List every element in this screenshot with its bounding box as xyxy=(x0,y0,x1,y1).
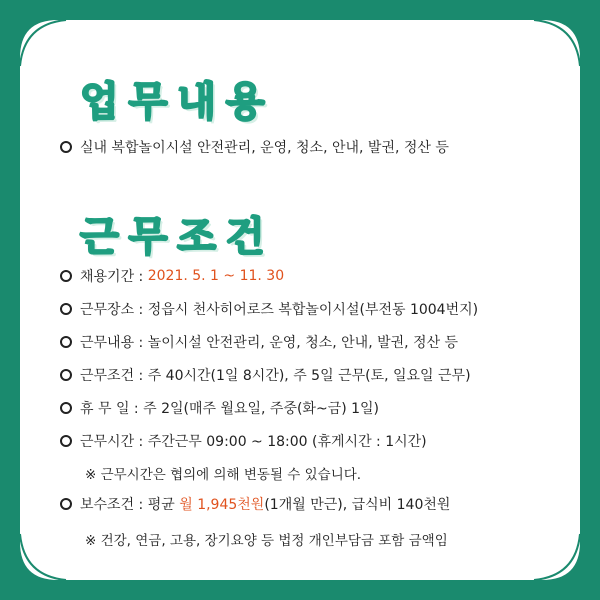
circle-bullet-icon xyxy=(60,369,72,381)
duties-text: 실내 복합놀이시설 안전관리, 운영, 청소, 안내, 발권, 정산 등 xyxy=(80,140,449,156)
circle-bullet-icon xyxy=(60,402,72,414)
period-label: 채용기간 : xyxy=(80,269,144,285)
work-duties-text: 근무내용 : 놀이시설 안전관리, 운영, 청소, 안내, 발권, 정산 등 xyxy=(80,335,459,351)
corner-ornament xyxy=(520,520,580,580)
circle-bullet-icon xyxy=(60,435,72,447)
notice-card xyxy=(20,20,580,580)
list-item xyxy=(60,431,427,451)
list-item xyxy=(60,266,284,286)
work-conditions-text: 근무조건 : 주 40시간(1일 8시간), 주 5일 근무(토, 일요일 근무) xyxy=(80,368,471,384)
list-item xyxy=(60,299,478,319)
holiday-text: 휴 무 일 : 주 2일(매주 월요일, 주중(화~금) 1일) xyxy=(80,401,380,417)
corner-ornament xyxy=(520,20,580,80)
pay-note: ※ 건강, 연금, 고용, 장기요양 등 법정 개인부담금 포함 금액임 xyxy=(85,533,448,549)
corner-ornament xyxy=(20,20,80,80)
pay-rest: (1개월 만근), 급식비 140천원 xyxy=(264,497,451,513)
section-title-conditions: 근무조건 xyxy=(80,214,275,260)
list-item xyxy=(60,137,449,157)
list-item xyxy=(60,398,379,418)
hours-text: 근무시간 : 주간근무 09:00 ~ 18:00 (휴게시간 : 1시간) xyxy=(80,434,427,450)
circle-bullet-icon xyxy=(60,141,72,153)
period-value: 2021. 5. 1 ~ 11. 30 xyxy=(147,268,285,284)
list-item xyxy=(60,494,450,514)
place-text: 근무장소 : 정읍시 천사히어로즈 복합놀이시설(부전동 1004번지) xyxy=(80,302,479,318)
circle-bullet-icon xyxy=(60,303,72,315)
section-title-duties: 업무내용 xyxy=(80,79,275,125)
circle-bullet-icon xyxy=(60,270,72,282)
list-item xyxy=(60,332,458,352)
corner-ornament xyxy=(20,520,80,580)
pay-label: 보수조건 : 평균 xyxy=(80,497,175,513)
list-item xyxy=(60,365,471,385)
pay-value: 월 1,945천원 xyxy=(179,497,265,513)
hours-note: ※ 근무시간은 협의에 의해 변동될 수 있습니다. xyxy=(85,467,362,483)
circle-bullet-icon xyxy=(60,336,72,348)
circle-bullet-icon xyxy=(60,498,72,510)
